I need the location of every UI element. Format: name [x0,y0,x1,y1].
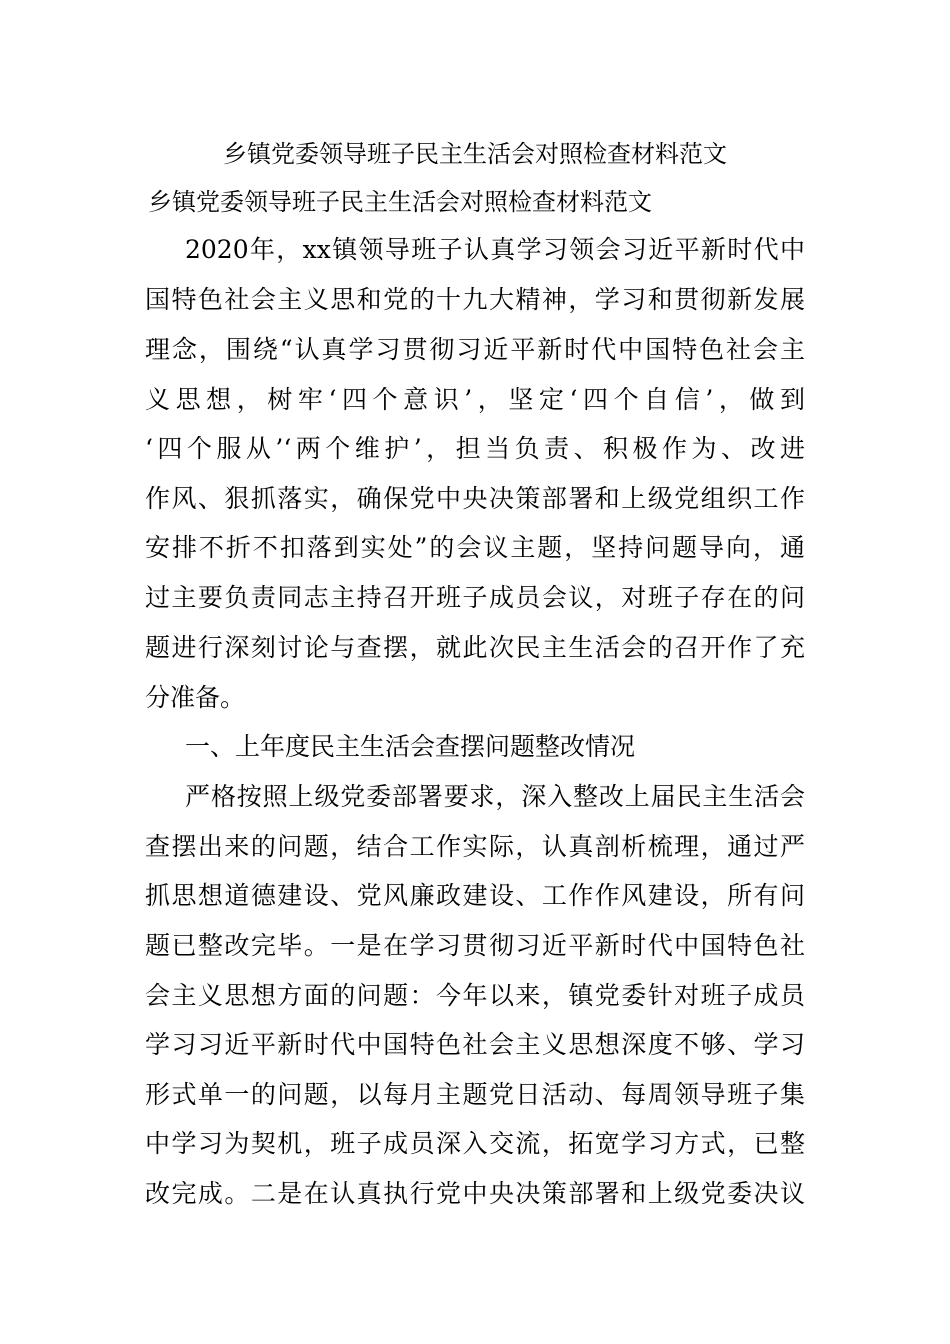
paragraph-line: 作风、狠抓落实，确保党中央决策部署和上级党组织工作 [145,484,805,513]
paragraph-line: 过主要负责同志主持召开班子成员会议，对班子存在的问 [145,583,805,612]
paragraph-line: 形式单一的问题，以每月主题党日活动、每周领导班子集 [145,1080,805,1109]
section-heading: 一、上年度民主生活会查摆问题整改情况 [185,732,636,761]
paragraph-line: 2020年，xx镇领导班子认真学习领会习近平新时代中 [185,235,805,264]
paragraph-line: 会主义思想方面的问题：今年以来，镇党委针对班子成员 [145,981,805,1010]
paragraph-line: 改完成。二是在认真执行党中央决策部署和上级党委决议 [145,1179,805,1208]
paragraph-line: 学习习近平新时代中国特色社会主义思想深度不够、学习 [145,1030,805,1059]
paragraph-line: 题进行深刻讨论与查摆，就此次民主生活会的召开作了充 [145,633,805,662]
paragraph-line: 理念，围绕“认真学习贯彻习近平新时代中国特色社会主 [145,335,805,364]
paragraph-line: 国特色社会主义思和党的十九大精神，学习和贯彻新发展 [145,285,805,314]
paragraph-line: 严格按照上级党委部署要求，深入整改上届民主生活会 [185,782,805,811]
paragraph-line: 中学习为契机，班子成员深入交流，拓宽学习方式，已整 [145,1129,805,1158]
document-subtitle: 乡镇党委领导班子民主生活会对照检查材料范文 [148,188,652,216]
paragraph-line: 义思想，树牢‘四个意识’，坚定‘四个自信’，做到 [145,385,805,414]
paragraph-line: 查摆出来的问题，结合工作实际，认真剖析梳理，通过严 [145,832,805,861]
paragraph-line: 分准备。 [145,683,246,712]
paragraph-line: ‘四个服从’‘两个维护’，担当负责、积极作为、改进 [145,434,805,463]
paragraph-line: 题已整改完毕。一是在学习贯彻习近平新时代中国特色社 [145,931,805,960]
paragraph-line: 安排不折不扣落到实处”的会议主题，坚持问题导向，通 [145,533,805,562]
document-title: 乡镇党委领导班子民主生活会对照检查材料范文 [223,140,727,168]
paragraph-line: 抓思想道德建设、党风廉政建设、工作作风建设，所有问 [145,881,805,910]
